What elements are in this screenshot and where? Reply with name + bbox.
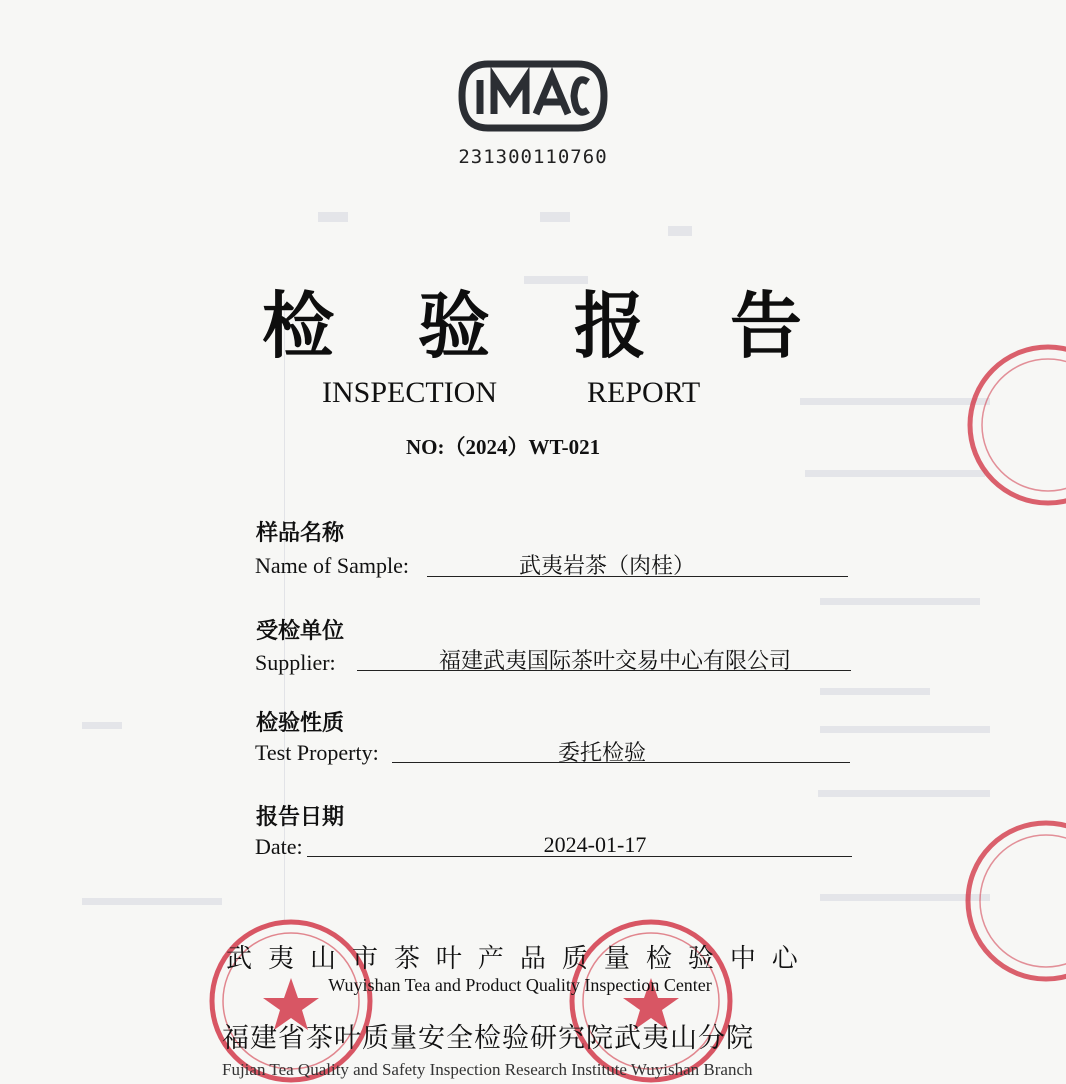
cma-logo-icon bbox=[458, 58, 608, 134]
bleed-through-mark bbox=[82, 722, 122, 729]
issuer-char: 品 bbox=[519, 944, 546, 974]
bleed-through-mark bbox=[800, 398, 990, 405]
title-char: 检 bbox=[262, 284, 335, 368]
property-label-en: Test Property: bbox=[255, 740, 379, 765]
property-label-cn: 检验性质 bbox=[256, 711, 345, 736]
title-word: INSPECTION bbox=[322, 376, 498, 409]
sample-label-en: Name of Sample: bbox=[255, 553, 409, 578]
property-value: 委托检验 bbox=[557, 741, 646, 766]
issuer-char: 量 bbox=[603, 944, 630, 974]
issuer-char: 茶 bbox=[393, 944, 420, 974]
issuer-char: 山 bbox=[309, 944, 336, 974]
issuer-char: 产 bbox=[477, 944, 504, 974]
issuer-char: 武 bbox=[226, 944, 253, 974]
bleed-through-mark bbox=[820, 688, 930, 695]
issuer-char: 中 bbox=[729, 944, 756, 974]
bleed-through-mark bbox=[805, 470, 985, 477]
date-value: 2024-01-17 bbox=[543, 832, 647, 857]
report-number: NO:（2024）WT-021 bbox=[406, 435, 601, 459]
issuer-name-cn bbox=[226, 938, 798, 975]
issuer-name-en: Wuyishan Tea and Product Quality Inspection Center bbox=[328, 975, 712, 995]
issuer-char: 验 bbox=[687, 944, 714, 974]
supplier-label-cn: 受检单位 bbox=[256, 619, 345, 644]
bleed-through-mark bbox=[818, 790, 990, 797]
bleed-through-mark bbox=[318, 212, 348, 222]
issuer-char: 叶 bbox=[435, 944, 462, 974]
date-label-cn: 报告日期 bbox=[256, 805, 345, 830]
bleed-through-mark bbox=[820, 726, 990, 733]
bleed-through-mark bbox=[82, 898, 222, 905]
date-label-en: Date: bbox=[255, 834, 303, 859]
issuer-char: 市 bbox=[351, 944, 378, 974]
issuer2-name-cn: 福建省茶叶质量安全检验研究院武夷山分院 bbox=[222, 1023, 754, 1054]
sample-label-cn: 样品名称 bbox=[256, 521, 345, 546]
bleed-through-mark bbox=[820, 598, 980, 605]
supplier-label-en: Supplier: bbox=[255, 650, 336, 675]
report-title-cn bbox=[262, 268, 802, 372]
title-char: 报 bbox=[573, 284, 646, 368]
issuer2-name-en: Fujian Tea Quality and Safety Inspection Research Institute Wuyishan Branch bbox=[222, 1060, 753, 1079]
supplier-value: 福建武夷国际茶叶交易中心有限公司 bbox=[438, 649, 791, 674]
sample-value: 武夷岩茶（肉桂） bbox=[518, 554, 695, 579]
report-title-en bbox=[322, 376, 700, 410]
title-char: 告 bbox=[729, 284, 802, 368]
title-char: 验 bbox=[417, 284, 490, 368]
title-word: REPORT bbox=[587, 376, 701, 409]
bleed-through-mark bbox=[668, 226, 692, 236]
cma-certificate-number: 231300110760 bbox=[458, 146, 608, 168]
perforation-seal-bottom bbox=[964, 816, 1044, 986]
issuer-char: 质 bbox=[561, 944, 588, 974]
issuer-char: 夷 bbox=[267, 944, 294, 974]
issuer-char: 检 bbox=[645, 944, 672, 974]
issuer-char: 心 bbox=[771, 944, 798, 974]
bleed-through-mark bbox=[540, 212, 570, 222]
perforation-seal-top bbox=[966, 340, 1046, 510]
